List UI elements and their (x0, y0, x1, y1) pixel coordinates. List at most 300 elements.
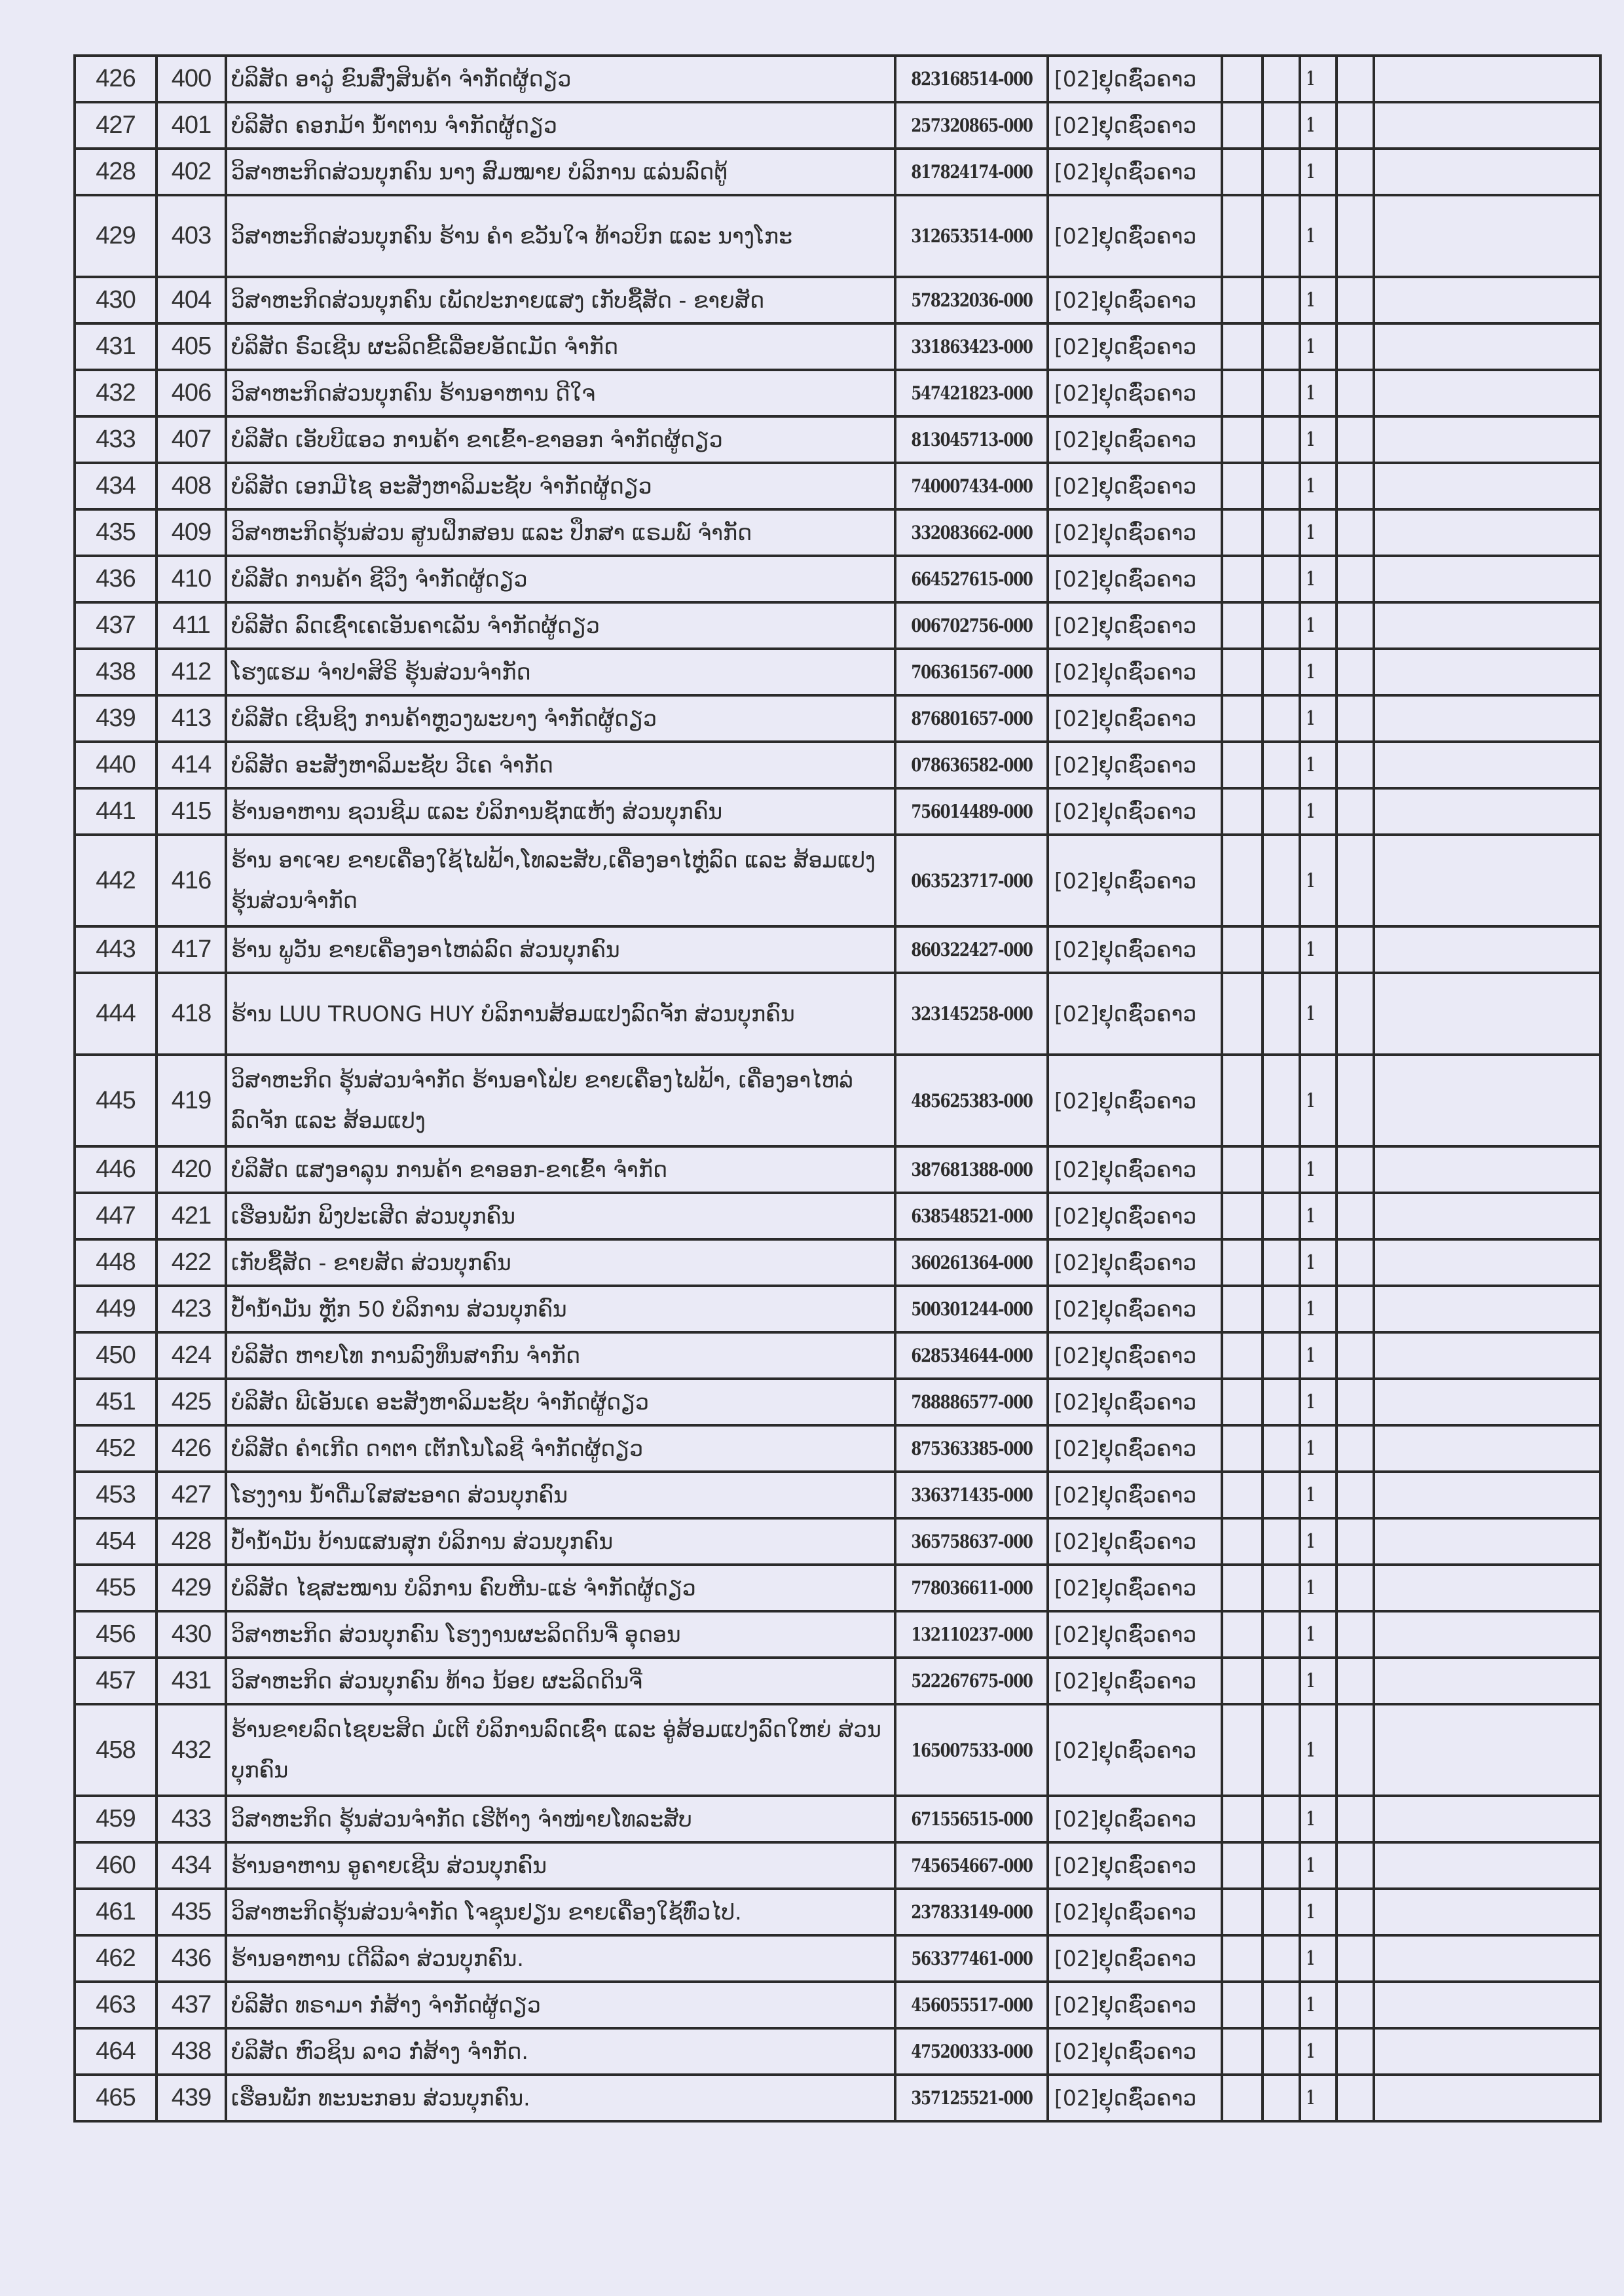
row-number: 450 (75, 1332, 157, 1379)
empty-cell (1222, 1239, 1263, 1286)
business-name: ວິສາຫະກິດ ສ່ວນບຸກຄົນ ທ້າວ ນ້ອຍ ຜະລິດດິນຈີ່ (226, 1658, 895, 1704)
count-cell (1300, 602, 1337, 649)
table-row (75, 1518, 1600, 1565)
table-row (75, 1286, 1600, 1332)
table-row (75, 1889, 1600, 1935)
empty-cell (1337, 1889, 1374, 1935)
tax-id (895, 102, 1048, 149)
status: [02]ຢຸດຊົ່ວຄາວ (1048, 56, 1222, 102)
business-name: ວິສາຫະກິດ ຮຸ້ນສ່ວນຈຳກັດ ຮ້ານອາໂຟ່ຍ ຂາຍເຄື່ອງໄຟຟ້າ, ເຄື່ອງອາໄຫລ່ລົດຈັກ ແລະ ສ້ອມແປງ (226, 1055, 895, 1146)
empty-cell (1263, 195, 1300, 277)
tax-id (895, 742, 1048, 788)
count-cell (1300, 277, 1337, 323)
empty-cell (1337, 788, 1374, 835)
row-number: 437 (75, 602, 157, 649)
row-number: 461 (75, 1889, 157, 1935)
sequence-number: 410 (157, 556, 226, 602)
empty-cell (1374, 602, 1600, 649)
status: [02]ຢຸດຊົ່ວຄາວ (1048, 742, 1222, 788)
empty-cell (1374, 463, 1600, 509)
status: [02]ຢຸດຊົ່ວຄາວ (1048, 1658, 1222, 1704)
empty-cell (1337, 1842, 1374, 1889)
business-name: ບໍລິສັດ ຫົວຊິນ ລາວ ກໍ່ສ້າງ ຈຳກັດ. (226, 2028, 895, 2075)
table-row (75, 926, 1600, 973)
empty-cell (1222, 416, 1263, 463)
empty-cell (1337, 1704, 1374, 1796)
row-number: 453 (75, 1472, 157, 1518)
empty-cell (1263, 788, 1300, 835)
tax-id-text: 078636582-000 (910, 754, 1033, 776)
empty-cell (1337, 835, 1374, 926)
tax-id (895, 1658, 1048, 1704)
sequence-number: 400 (157, 56, 226, 102)
empty-cell (1337, 102, 1374, 149)
count-text: 1 (1306, 225, 1315, 247)
empty-cell (1222, 742, 1263, 788)
empty-cell (1337, 1379, 1374, 1425)
business-name: ວິສາຫະກິດສ່ວນບຸກຄົນ ຮ້ານ ຄຳ ຂວັນໃຈ ທ້າວບິກ ແລະ ນາງໂກະ (226, 195, 895, 277)
table-row (75, 788, 1600, 835)
count-cell (1300, 1889, 1337, 1935)
sequence-number: 433 (157, 1796, 226, 1842)
count-cell (1300, 1055, 1337, 1146)
sequence-number: 403 (157, 195, 226, 277)
empty-cell (1263, 1193, 1300, 1239)
table-body (75, 56, 1600, 2121)
count-text: 1 (1306, 1002, 1315, 1025)
status: [02]ຢຸດຊົ່ວຄາວ (1048, 1796, 1222, 1842)
tax-id (895, 926, 1048, 973)
count-cell (1300, 1842, 1337, 1889)
empty-cell (1337, 1425, 1374, 1472)
business-name: ບໍລິສັດ ແສງອາລຸນ ການຄ້າ ຂາອອກ-ຂາເຂົ້າ ຈຳກັດ (226, 1146, 895, 1193)
count-text: 1 (1306, 1251, 1315, 1274)
row-number: 434 (75, 463, 157, 509)
empty-cell (1337, 149, 1374, 195)
count-text: 1 (1306, 1576, 1315, 1599)
business-name: ປ້ຳນ້ຳມັນ ບ້ານແສນສຸກ ບໍລິການ ສ່ວນບຸກຄົນ (226, 1518, 895, 1565)
empty-cell (1263, 2028, 1300, 2075)
status: [02]ຢຸດຊົ່ວຄາວ (1048, 1472, 1222, 1518)
table-row (75, 1193, 1600, 1239)
sequence-number: 427 (157, 1472, 226, 1518)
empty-cell (1337, 277, 1374, 323)
empty-cell (1337, 1055, 1374, 1146)
sequence-number: 405 (157, 323, 226, 370)
row-number: 455 (75, 1565, 157, 1611)
empty-cell (1222, 195, 1263, 277)
empty-cell (1263, 1611, 1300, 1658)
empty-cell (1263, 1935, 1300, 1982)
sequence-number: 428 (157, 1518, 226, 1565)
sequence-number: 404 (157, 277, 226, 323)
tax-id (895, 1379, 1048, 1425)
tax-id (895, 1842, 1048, 1889)
business-name: ບໍລິສັດ ຄຳເກີດ ດາຕາ ເຕັກໂນໂລຊີ ຈຳກັດຜູ້ດຽວ (226, 1425, 895, 1472)
empty-cell (1337, 926, 1374, 973)
status: [02]ຢຸດຊົ່ວຄາວ (1048, 1889, 1222, 1935)
status: [02]ຢຸດຊົ່ວຄາວ (1048, 649, 1222, 695)
tax-id (895, 1146, 1048, 1193)
count-text: 1 (1306, 382, 1315, 405)
sequence-number: 414 (157, 742, 226, 788)
tax-id-text: 756014489-000 (910, 801, 1033, 822)
sequence-number: 424 (157, 1332, 226, 1379)
status: [02]ຢຸດຊົ່ວຄາວ (1048, 556, 1222, 602)
count-cell (1300, 1518, 1337, 1565)
table-row (75, 1704, 1600, 1796)
tax-id (895, 1796, 1048, 1842)
count-cell (1300, 149, 1337, 195)
tax-id-text: 522267675-000 (910, 1670, 1033, 1692)
count-cell (1300, 1332, 1337, 1379)
status: [02]ຢຸດຊົ່ວຄາວ (1048, 926, 1222, 973)
empty-cell (1263, 1239, 1300, 1286)
empty-cell (1374, 1472, 1600, 1518)
status: [02]ຢຸດຊົ່ວຄາວ (1048, 1935, 1222, 1982)
empty-cell (1222, 1193, 1263, 1239)
count-text: 1 (1306, 160, 1315, 183)
empty-cell (1263, 2075, 1300, 2121)
sequence-number: 421 (157, 1193, 226, 1239)
empty-cell (1263, 1518, 1300, 1565)
empty-cell (1337, 649, 1374, 695)
tax-id (895, 509, 1048, 556)
table-row (75, 1425, 1600, 1472)
sequence-number: 422 (157, 1239, 226, 1286)
count-cell (1300, 102, 1337, 149)
empty-cell (1222, 463, 1263, 509)
table-row (75, 102, 1600, 149)
tax-id-text: 165007533-000 (910, 1739, 1033, 1761)
table-row (75, 370, 1600, 416)
tax-id (895, 1425, 1048, 1472)
empty-cell (1337, 1611, 1374, 1658)
business-name: ເກັບຊື້ສັດ - ຂາຍສັດ ສ່ວນບຸກຄົນ (226, 1239, 895, 1286)
table-row (75, 1146, 1600, 1193)
count-cell (1300, 1193, 1337, 1239)
empty-cell (1222, 835, 1263, 926)
empty-cell (1263, 695, 1300, 742)
row-number: 462 (75, 1935, 157, 1982)
count-cell (1300, 1286, 1337, 1332)
empty-cell (1337, 2075, 1374, 2121)
tax-id (895, 695, 1048, 742)
row-number: 439 (75, 695, 157, 742)
count-cell (1300, 509, 1337, 556)
tax-id-text: 360261364-000 (910, 1252, 1033, 1273)
empty-cell (1374, 973, 1600, 1055)
business-name: ບໍລິສັດ ຣົວເຊີນ ຜະລິດຂີ້ເລື່ອຍອັດເມັດ ຈຳກັດ (226, 323, 895, 370)
count-text: 1 (1306, 1738, 1315, 1762)
empty-cell (1222, 926, 1263, 973)
empty-cell (1374, 1055, 1600, 1146)
sequence-number: 434 (157, 1842, 226, 1889)
count-cell (1300, 370, 1337, 416)
empty-cell (1337, 1796, 1374, 1842)
empty-cell (1222, 1379, 1263, 1425)
empty-cell (1263, 649, 1300, 695)
tax-id-text: 237833149-000 (910, 1901, 1033, 1923)
empty-cell (1374, 1935, 1600, 1982)
empty-cell (1263, 1332, 1300, 1379)
row-number: 430 (75, 277, 157, 323)
empty-cell (1222, 1889, 1263, 1935)
count-text: 1 (1306, 1484, 1315, 1506)
empty-cell (1337, 1982, 1374, 2028)
empty-cell (1374, 1239, 1600, 1286)
tax-id (895, 1565, 1048, 1611)
table-row (75, 556, 1600, 602)
row-number: 427 (75, 102, 157, 149)
empty-cell (1222, 1796, 1263, 1842)
tax-id-text: 312653514-000 (910, 225, 1033, 247)
tax-id-text: 740007434-000 (910, 475, 1033, 497)
empty-cell (1263, 973, 1300, 1055)
tax-id-text: 817824174-000 (910, 161, 1033, 183)
empty-cell (1374, 1796, 1600, 1842)
empty-cell (1263, 1889, 1300, 1935)
sequence-number: 425 (157, 1379, 226, 1425)
sequence-number: 408 (157, 463, 226, 509)
status: [02]ຢຸດຊົ່ວຄາວ (1048, 1332, 1222, 1379)
count-text: 1 (1306, 1947, 1315, 1970)
count-cell (1300, 835, 1337, 926)
business-name: ເຮືອນພັກ ທະນະກອນ ສ່ວນບຸກຄົນ. (226, 2075, 895, 2121)
tax-id-text: 706361567-000 (910, 661, 1033, 683)
count-cell (1300, 2028, 1337, 2075)
empty-cell (1374, 1658, 1600, 1704)
tax-id-text: 778036611-000 (910, 1577, 1033, 1599)
empty-cell (1337, 742, 1374, 788)
empty-cell (1374, 149, 1600, 195)
table-row (75, 742, 1600, 788)
empty-cell (1222, 602, 1263, 649)
tax-id (895, 195, 1048, 277)
business-name: ບໍລິສັດ ເອັບບີແອວ ການຄ້າ ຂາເຂົ້າ-ຂາອອກ ຈຳກັດຜູ້ດຽວ (226, 416, 895, 463)
empty-cell (1374, 649, 1600, 695)
tax-id (895, 416, 1048, 463)
tax-id-text: 006702756-000 (910, 615, 1033, 636)
count-cell (1300, 926, 1337, 973)
business-name: ຮ້ານອາຫານ ຊວນຊີມ ແລະ ບໍລິການຊັກແຫ້ງ ສ່ວນບຸກຄົນ (226, 788, 895, 835)
empty-cell (1222, 1472, 1263, 1518)
business-name: ຮ້ານ LUU TRUONG HUY ບໍລິການສ້ອມແປງລົດຈັກ ສ່ວນບຸກຄົນ (226, 973, 895, 1055)
empty-cell (1222, 509, 1263, 556)
business-name: ບໍລິສັດ ທຣາມາ ກໍ່ສ້າງ ຈຳກັດຜູ້ດຽວ (226, 1982, 895, 2028)
table-row (75, 1332, 1600, 1379)
table-row (75, 1796, 1600, 1842)
empty-cell (1222, 1518, 1263, 1565)
count-text: 1 (1306, 1530, 1315, 1553)
count-text: 1 (1306, 1901, 1315, 1923)
sequence-number: 411 (157, 602, 226, 649)
sequence-number: 432 (157, 1704, 226, 1796)
row-number: 456 (75, 1611, 157, 1658)
row-number: 432 (75, 370, 157, 416)
empty-cell (1374, 1146, 1600, 1193)
row-number: 429 (75, 195, 157, 277)
count-text: 1 (1306, 938, 1315, 961)
empty-cell (1374, 1518, 1600, 1565)
business-name: ວິສາຫະກິດຮຸ້ນສ່ວນຈຳກັດ ໂຈຊຸນຢຽນ ຂາຍເຄື່ອງໃຊ້ທົ່ວໄປ. (226, 1889, 895, 1935)
empty-cell (1337, 2028, 1374, 2075)
tax-id (895, 649, 1048, 695)
business-name: ວິສາຫະກິດສ່ວນບຸກຄົນ ຮ້ານອາຫານ ດີໃຈ (226, 370, 895, 416)
status: [02]ຢຸດຊົ່ວຄາວ (1048, 277, 1222, 323)
count-text: 1 (1306, 289, 1315, 312)
row-number: 446 (75, 1146, 157, 1193)
row-number: 443 (75, 926, 157, 973)
count-cell (1300, 1796, 1337, 1842)
tax-id (895, 277, 1048, 323)
count-cell (1300, 1472, 1337, 1518)
business-name: ຮ້ານ ພູວັນ ຂາຍເຄື່ອງອາໄຫລ່ລົດ ສ່ວນບຸກຄົນ (226, 926, 895, 973)
count-text: 1 (1306, 568, 1315, 591)
table-row (75, 1842, 1600, 1889)
count-text: 1 (1306, 67, 1315, 90)
empty-cell (1222, 2028, 1263, 2075)
count-text: 1 (1306, 1854, 1315, 1877)
business-name: ວິສາຫະກິດ ຮຸ້ນສ່ວນຈຳກັດ ເຮີຕ້າງ ຈຳໜ່າຍໂທລະສັບ (226, 1796, 895, 1842)
row-number: 444 (75, 973, 157, 1055)
empty-cell (1222, 277, 1263, 323)
table-row (75, 1935, 1600, 1982)
tax-id-text: 331863423-000 (910, 336, 1033, 357)
row-number: 431 (75, 323, 157, 370)
empty-cell (1222, 1565, 1263, 1611)
count-cell (1300, 788, 1337, 835)
status: [02]ຢຸດຊົ່ວຄາວ (1048, 1982, 1222, 2028)
row-number: 449 (75, 1286, 157, 1332)
count-cell (1300, 416, 1337, 463)
count-text: 1 (1306, 1391, 1315, 1413)
status: [02]ຢຸດຊົ່ວຄາວ (1048, 1611, 1222, 1658)
tax-id (895, 1518, 1048, 1565)
business-name: ບໍລິສັດ ລົດເຊົ່າເຄເອັນຄາເລັນ ຈຳກັດຜູ້ດຽວ (226, 602, 895, 649)
empty-cell (1337, 463, 1374, 509)
table-row (75, 149, 1600, 195)
business-name: ຮ້ານອາຫານ ອູຄາຍເຊີນ ສ່ວນບຸກຄົນ (226, 1842, 895, 1889)
tax-id (895, 788, 1048, 835)
tax-id (895, 973, 1048, 1055)
sequence-number: 407 (157, 416, 226, 463)
empty-cell (1222, 1658, 1263, 1704)
business-name: ບໍລິສັດ ຫາຍໂທ ການລົງທຶນສາກົນ ຈຳກັດ (226, 1332, 895, 1379)
sequence-number: 417 (157, 926, 226, 973)
empty-cell (1263, 416, 1300, 463)
sequence-number: 420 (157, 1146, 226, 1193)
status: [02]ຢຸດຊົ່ວຄາວ (1048, 102, 1222, 149)
empty-cell (1337, 695, 1374, 742)
empty-cell (1337, 1565, 1374, 1611)
status: [02]ຢຸດຊົ່ວຄາວ (1048, 1704, 1222, 1796)
sequence-number: 419 (157, 1055, 226, 1146)
sequence-number: 436 (157, 1935, 226, 1982)
sequence-number: 438 (157, 2028, 226, 2075)
empty-cell (1263, 1982, 1300, 2028)
tax-id-text: 876801657-000 (910, 708, 1033, 729)
sequence-number: 409 (157, 509, 226, 556)
tax-id-text: 257320865-000 (910, 115, 1033, 136)
sequence-number: 401 (157, 102, 226, 149)
status: [02]ຢຸດຊົ່ວຄາວ (1048, 695, 1222, 742)
row-number: 435 (75, 509, 157, 556)
tax-id (895, 1704, 1048, 1796)
empty-cell (1374, 1611, 1600, 1658)
row-number: 426 (75, 56, 157, 102)
empty-cell (1263, 1658, 1300, 1704)
empty-cell (1337, 1146, 1374, 1193)
status: [02]ຢຸດຊົ່ວຄາວ (1048, 2075, 1222, 2121)
tax-id-text: 357125521-000 (910, 2087, 1033, 2109)
count-cell (1300, 323, 1337, 370)
count-cell (1300, 1982, 1337, 2028)
sequence-number: 437 (157, 1982, 226, 2028)
sequence-number: 439 (157, 2075, 226, 2121)
business-name: ປ້ຳນ້ຳມັນ ຫຼັກ 50 ບໍລິການ ສ່ວນບຸກຄົນ (226, 1286, 895, 1332)
empty-cell (1222, 649, 1263, 695)
table-row (75, 835, 1600, 926)
count-text: 1 (1306, 800, 1315, 823)
tax-id (895, 323, 1048, 370)
count-cell (1300, 1565, 1337, 1611)
status: [02]ຢຸດຊົ່ວຄາວ (1048, 2028, 1222, 2075)
row-number: 436 (75, 556, 157, 602)
business-name: ວິສາຫະກິດສ່ວນບຸກຄົນ ເພັດປະກາຍແສງ ເກັບຊື້ສັດ - ຂາຍສັດ (226, 277, 895, 323)
table-row (75, 1658, 1600, 1704)
empty-cell (1374, 416, 1600, 463)
status: [02]ຢຸດຊົ່ວຄາວ (1048, 195, 1222, 277)
tax-id-text: 628534644-000 (910, 1345, 1033, 1366)
empty-cell (1337, 1658, 1374, 1704)
count-text: 1 (1306, 614, 1315, 637)
empty-cell (1337, 1239, 1374, 1286)
tax-id (895, 1286, 1048, 1332)
status: [02]ຢຸດຊົ່ວຄາວ (1048, 463, 1222, 509)
row-number: 459 (75, 1796, 157, 1842)
count-text: 1 (1306, 1298, 1315, 1321)
tax-id-text: 875363385-000 (910, 1438, 1033, 1459)
empty-cell (1337, 556, 1374, 602)
empty-cell (1374, 2028, 1600, 2075)
row-number: 464 (75, 2028, 157, 2075)
count-cell (1300, 1611, 1337, 1658)
tax-id (895, 2028, 1048, 2075)
empty-cell (1337, 195, 1374, 277)
empty-cell (1222, 1425, 1263, 1472)
row-number: 463 (75, 1982, 157, 2028)
empty-cell (1263, 149, 1300, 195)
sequence-number: 430 (157, 1611, 226, 1658)
sequence-number: 429 (157, 1565, 226, 1611)
empty-cell (1222, 2075, 1263, 2121)
row-number: 460 (75, 1842, 157, 1889)
empty-cell (1263, 509, 1300, 556)
count-text: 1 (1306, 661, 1315, 683)
empty-cell (1374, 926, 1600, 973)
tax-id (895, 1055, 1048, 1146)
row-number: 440 (75, 742, 157, 788)
empty-cell (1263, 1055, 1300, 1146)
status: [02]ຢຸດຊົ່ວຄາວ (1048, 1193, 1222, 1239)
table-row (75, 1239, 1600, 1286)
empty-cell (1263, 602, 1300, 649)
status: [02]ຢຸດຊົ່ວຄາວ (1048, 323, 1222, 370)
sequence-number: 402 (157, 149, 226, 195)
count-cell (1300, 973, 1337, 1055)
business-name: ບໍລິສັດ ພີເອັນເຄ ອະສັງຫາລິມະຊັບ ຈຳກັດຜູ້ດຽວ (226, 1379, 895, 1425)
